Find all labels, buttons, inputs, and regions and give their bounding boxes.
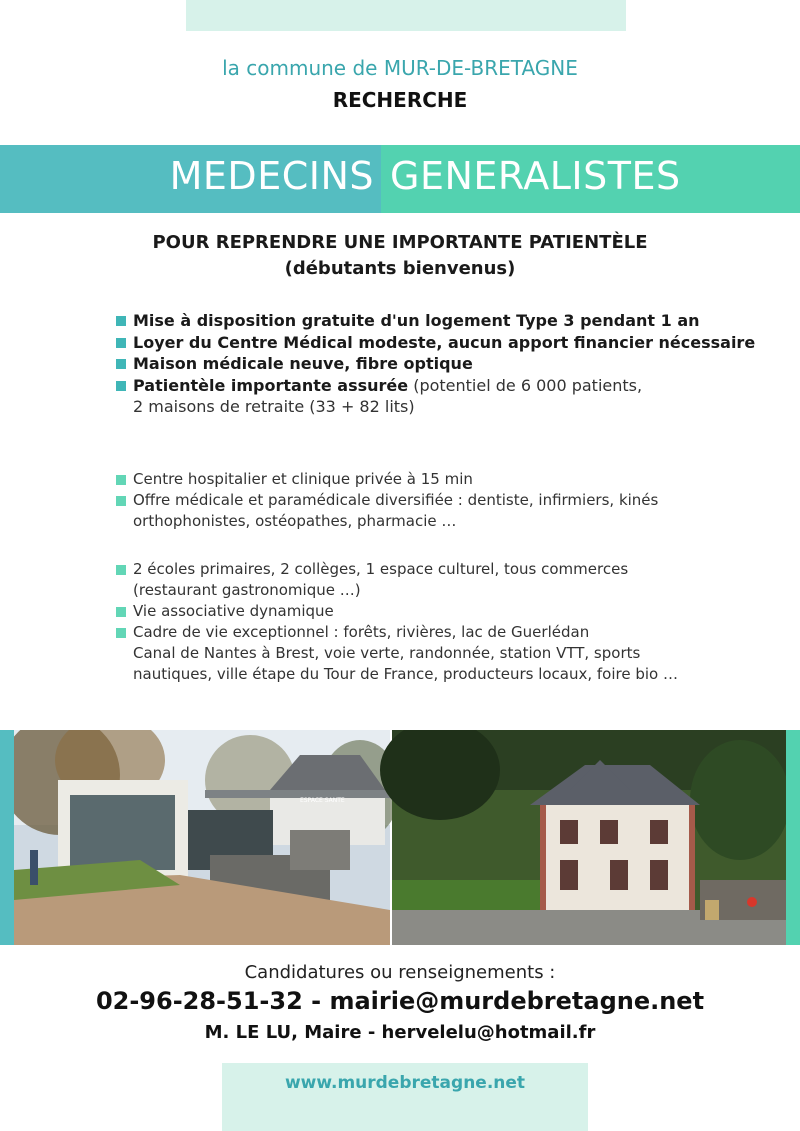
list-item: 2 écoles primaires, 2 collèges, 1 espace culturel, tous commerces (restaurant gastronomique …) (116, 559, 776, 601)
benefits-list (116, 310, 776, 418)
commune-title: la commune de MUR-DE-BRETAGNE (222, 56, 578, 80)
recherche-heading: RECHERCHE (332, 88, 468, 112)
photo-left-accent-bar (0, 730, 14, 945)
contact-mayor: M. LE LU, Maire - hervelelu@hotmail.fr (204, 1022, 596, 1043)
list-item: Maison médicale neuve, fibre optique (116, 353, 776, 375)
list-item: Loyer du Centre Médical modeste, aucun apport financier nécessaire (116, 332, 776, 354)
square-bullet-icon (116, 338, 126, 348)
list-item: Offre médicale et paramédicale diversifiée : dentiste, infirmiers, kinés orthophonistes, ostéopathes, pharmacie … (116, 490, 776, 532)
contact-phone-email: 02-96-28-51-32 - mairie@murdebretagne.net (95, 987, 705, 1015)
subtitle-line2: (débutants bienvenus) (284, 258, 516, 279)
health-list (116, 469, 776, 532)
sign-text: ESPACE SANTE (300, 797, 345, 804)
top-decorative-band (186, 0, 626, 31)
square-bullet-icon (116, 359, 126, 369)
photos-strip (0, 730, 800, 945)
list-item: Vie associative dynamique (116, 601, 776, 622)
square-bullet-icon (116, 475, 126, 485)
contact-intro: Candidatures ou renseignements : (244, 962, 556, 983)
banner-medecins: MEDECINS (169, 154, 374, 198)
square-bullet-icon (116, 565, 126, 575)
photo-right-accent-bar (786, 730, 800, 945)
list-item: Mise à disposition gratuite d'un logement Type 3 pendant 1 an (116, 310, 776, 332)
banner-generalistes: GENERALISTES (390, 154, 681, 198)
subtitle-line1: POUR REPRENDRE UNE IMPORTANTE PATIENTÈLE (152, 232, 648, 253)
health-center-photo (0, 730, 415, 945)
website-link[interactable]: www.murdebretagne.net (284, 1073, 526, 1093)
square-bullet-icon (116, 316, 126, 326)
life-list (116, 559, 776, 685)
list-item: Patientèle importante assurée (potentiel de 6 000 patients, 2 maisons de retraite (33 + 82 lits) (116, 375, 776, 418)
square-bullet-icon (116, 607, 126, 617)
list-item: Cadre de vie exceptionnel : forêts, rivières, lac de Guerlédan Canal de Nantes à Brest, voie verte, randonnée, station VTT, sports nautiques, ville étape du Tour de France, producteurs locaux, foire bio … (116, 622, 776, 685)
square-bullet-icon (116, 381, 126, 391)
list-item: Centre hospitalier et clinique privée à 15 min (116, 469, 776, 490)
square-bullet-icon (116, 496, 126, 506)
house-photo (380, 730, 790, 945)
square-bullet-icon (116, 628, 126, 638)
